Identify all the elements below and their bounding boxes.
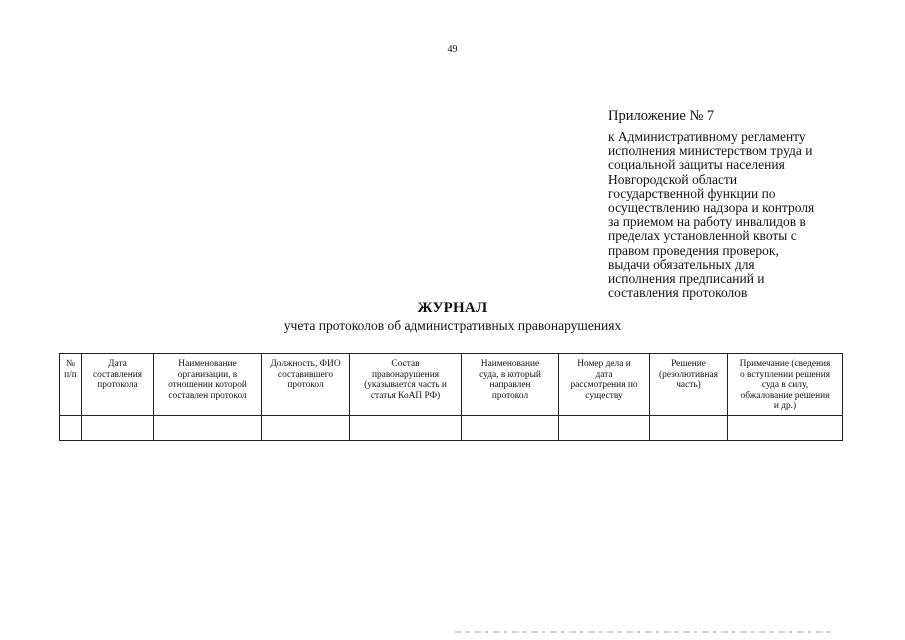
appendix-line: социальной защиты населения bbox=[608, 157, 785, 173]
column-header-line: Наименование bbox=[178, 359, 237, 369]
appendix-line: за приемом на работу инвалидов в bbox=[608, 214, 806, 230]
table-cell[interactable] bbox=[559, 416, 650, 441]
appendix-block bbox=[608, 108, 848, 300]
appendix-line: государственной функции по bbox=[608, 185, 776, 201]
table-cell[interactable] bbox=[82, 416, 154, 441]
column-header-line: п/п bbox=[64, 369, 77, 380]
column-header-line: составившего bbox=[277, 369, 334, 380]
column-header-author bbox=[262, 354, 350, 416]
appendix-line: осуществлению надзора и контроля bbox=[608, 200, 815, 216]
appendix-line: исполнения предписаний и bbox=[608, 271, 765, 287]
table-row bbox=[60, 416, 843, 441]
appendix-line: к Административному регламенту bbox=[608, 129, 806, 144]
column-header-line: составления bbox=[92, 369, 143, 380]
journal-title: ЖУРНАЛ bbox=[417, 300, 488, 316]
column-header-line: дата bbox=[595, 369, 613, 380]
table-cell[interactable] bbox=[350, 416, 462, 441]
column-header-line: статья КоАП РФ) bbox=[370, 390, 441, 401]
column-header-line: Решение bbox=[671, 359, 706, 369]
column-header-line: (резолютивная bbox=[659, 369, 718, 380]
column-header-case bbox=[559, 354, 650, 416]
column-header-line: Наименование bbox=[480, 359, 540, 369]
column-header-line: рассмотрения по bbox=[570, 380, 638, 391]
column-header-line: Номер дела и bbox=[577, 359, 631, 369]
column-header-line: Дата bbox=[108, 359, 127, 369]
table-cell[interactable] bbox=[60, 416, 82, 441]
column-header-line: составлен протокол bbox=[168, 390, 247, 401]
column-header-line: суда, в который bbox=[479, 369, 541, 380]
table-cell[interactable] bbox=[262, 416, 350, 441]
column-header-line: отношении которой bbox=[168, 380, 247, 391]
column-header-line: суда в силу, bbox=[761, 380, 809, 391]
column-header-line: Примечание (сведения bbox=[739, 359, 831, 369]
column-header-court bbox=[462, 354, 559, 416]
column-header-organization bbox=[154, 354, 262, 416]
column-header-line: правонарушения bbox=[371, 369, 440, 380]
column-header-line: часть) bbox=[676, 380, 701, 391]
column-header-line: организации, в bbox=[177, 369, 238, 380]
table-cell[interactable] bbox=[154, 416, 262, 441]
column-header-line: протокола bbox=[97, 380, 138, 391]
column-header-line: № bbox=[66, 359, 75, 369]
column-header-offense bbox=[350, 354, 462, 416]
appendix-line: составления протоколов bbox=[608, 285, 748, 301]
column-header-number bbox=[60, 354, 82, 416]
journal-header-row bbox=[60, 354, 843, 416]
appendix-line: выдачи обязательных для bbox=[608, 256, 755, 272]
column-header-line: Должность, ФИО bbox=[270, 359, 341, 369]
appendix-line: пределах установленной квоты с bbox=[608, 228, 797, 244]
column-header-line: Состав bbox=[391, 359, 420, 369]
column-header-line: о вступлении решения bbox=[739, 369, 831, 380]
journal-table bbox=[59, 353, 843, 441]
column-header-note bbox=[728, 354, 843, 416]
appendix-line: правом проведения проверок, bbox=[608, 242, 779, 258]
column-header-decision bbox=[650, 354, 728, 416]
table-cell[interactable] bbox=[728, 416, 843, 441]
appendix-line: исполнения министерством труда и bbox=[608, 143, 813, 159]
column-header-line: (указывается часть и bbox=[364, 380, 447, 391]
journal-subtitle: учета протоколов об административных правонарушениях bbox=[283, 318, 622, 333]
table-cell[interactable] bbox=[462, 416, 559, 441]
column-header-date bbox=[82, 354, 154, 416]
column-header-line: направлен bbox=[489, 380, 531, 391]
scan-artifact bbox=[455, 631, 830, 633]
column-header-line: и др.) bbox=[773, 401, 797, 412]
appendix-line: Новгородской области bbox=[608, 171, 738, 187]
column-header-line: протокол bbox=[287, 380, 324, 391]
appendix-text bbox=[608, 130, 848, 300]
page-number: 49 bbox=[447, 44, 458, 55]
column-header-line: существу bbox=[585, 390, 623, 401]
column-header-line: протокол bbox=[491, 390, 529, 401]
column-header-line: обжалование решения bbox=[740, 390, 830, 401]
table-cell[interactable] bbox=[650, 416, 728, 441]
appendix-title: Приложение № 7 bbox=[608, 108, 715, 124]
